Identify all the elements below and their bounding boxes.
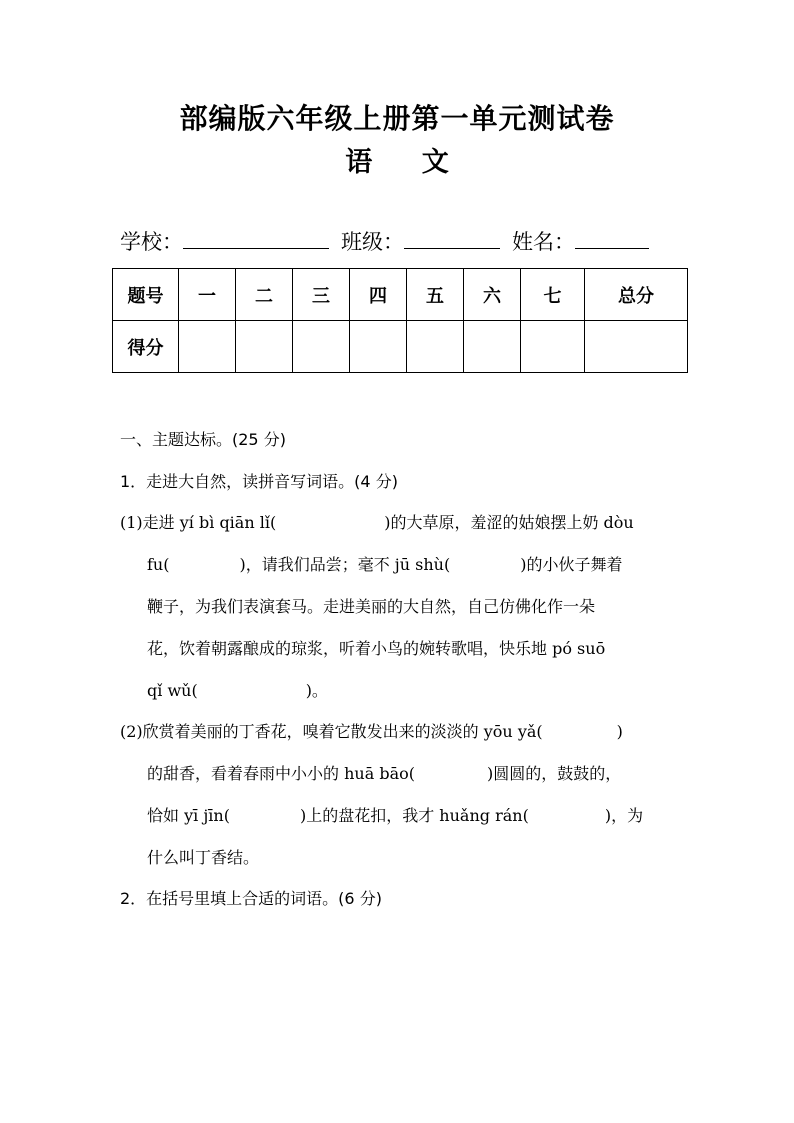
text-segment: )圆圆的，鼓鼓的，: [486, 764, 622, 783]
text-segment: 恰如 yī jīn(: [147, 806, 230, 825]
q1-p2-line3: [147, 803, 643, 826]
page-title: 部编版六年级上册第一单元测试卷: [179, 102, 615, 135]
text-segment: )，请我们品尝；毫不 jū shù(: [239, 555, 451, 574]
col-header: 七: [521, 269, 585, 321]
col-header: 四: [350, 269, 407, 321]
score-cell[interactable]: [293, 321, 350, 373]
score-table-score-row: [113, 321, 688, 373]
class-blank[interactable]: [404, 228, 500, 249]
score-cell[interactable]: [236, 321, 293, 373]
student-info-row: [120, 226, 649, 256]
score-cell[interactable]: [521, 321, 585, 373]
col-header: 五: [407, 269, 464, 321]
section1-heading: 一、主题达标。(25 分): [120, 430, 286, 449]
name-label: 姓名：: [512, 230, 575, 254]
q1-title: 1．走进大自然，读拼音写词语。(4 分): [120, 472, 398, 491]
text-segment: (1)走进 yí bì qiān lǐ(: [120, 513, 277, 532]
class-label: 班级：: [341, 230, 404, 254]
score-cell-total[interactable]: [585, 321, 688, 373]
name-blank[interactable]: [575, 228, 649, 249]
q2-title: 2．在括号里填上合适的词语。(6 分): [120, 889, 382, 908]
col-header: 一: [179, 269, 236, 321]
score-cell[interactable]: [464, 321, 521, 373]
q1-p2-line4: 什么叫丁香结。: [147, 848, 260, 867]
text-segment: 的甜香，看着春雨中小小的 huā bāo(: [147, 764, 415, 783]
q1-p1-line4: 花，饮着朝露酿成的琼浆，听着小鸟的婉转歌唱，快乐地 pó suō: [147, 639, 606, 658]
text-segment: )。: [305, 681, 328, 700]
score-table: [112, 268, 688, 373]
col-header: 三: [293, 269, 350, 321]
score-cell[interactable]: [407, 321, 464, 373]
score-cell[interactable]: [350, 321, 407, 373]
q1-p1-line2: [147, 552, 622, 575]
q1-p1-line1: [120, 510, 634, 533]
score-table-header-row: [113, 269, 688, 321]
school-label: 学校：: [120, 230, 183, 254]
q1-p1-line5: [147, 678, 328, 701]
school-blank[interactable]: [183, 228, 329, 249]
text-segment: )的大草原，羞涩的姑娘摆上奶 dòu: [384, 513, 634, 532]
col-header: 二: [236, 269, 293, 321]
text-segment: ): [616, 722, 623, 741]
text-segment: (2)欣赏着美丽的丁香花，嗅着它散发出来的淡淡的 yōu yǎ(: [120, 722, 543, 741]
row-label-score: 得分: [113, 321, 179, 373]
text-segment: )的小伙子舞着: [520, 555, 623, 574]
subject-title: 语 文: [345, 147, 449, 178]
col-header: 六: [464, 269, 521, 321]
q1-p1-line3: 鞭子，为我们表演套马。走进美丽的大自然，自己仿佛化作一朵: [147, 597, 596, 616]
text-segment: qǐ wǔ(: [147, 681, 198, 700]
q1-p2-line2: [147, 761, 621, 784]
row-label-question: 题号: [113, 269, 179, 321]
q1-p2-line1: [120, 719, 623, 742]
text-segment: )上的盘花扣，我才 huǎng rán(: [299, 806, 529, 825]
score-cell[interactable]: [179, 321, 236, 373]
text-segment: fu(: [147, 555, 170, 574]
text-segment: )，为: [604, 806, 644, 825]
col-header-total: 总分: [585, 269, 688, 321]
